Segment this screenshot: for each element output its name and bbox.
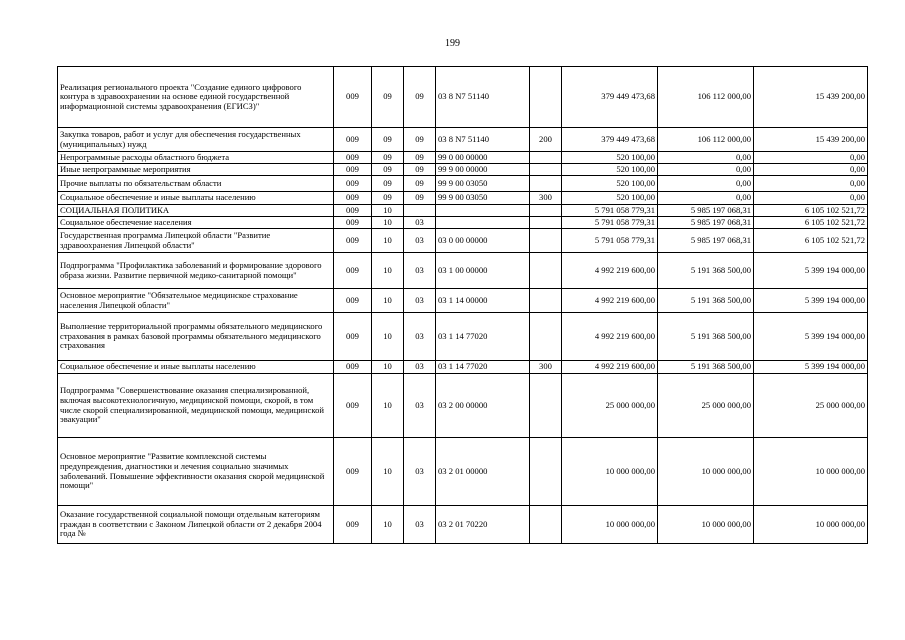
amount-year2-cell: 0,00 — [658, 176, 754, 192]
row-name-cell: Непрограммные расходы областного бюджета — [58, 152, 334, 164]
subsection-code-cell: 09 — [404, 192, 436, 205]
expense-type-cell — [530, 438, 562, 506]
target-article-cell: 03 2 01 70220 — [436, 506, 530, 544]
row-name-cell: Социальное обеспечение населения — [58, 217, 334, 229]
amount-year3-cell: 6 105 102 521,72 — [754, 229, 868, 253]
admin-code-cell: 009 — [334, 205, 372, 217]
amount-year1-cell: 25 000 000,00 — [562, 374, 658, 438]
subsection-code-cell: 03 — [404, 289, 436, 313]
expense-type-cell: 300 — [530, 192, 562, 205]
page-number: 199 — [445, 38, 460, 49]
amount-year1-cell: 10 000 000,00 — [562, 438, 658, 506]
admin-code-cell: 009 — [334, 176, 372, 192]
amount-year1-cell: 10 000 000,00 — [562, 506, 658, 544]
target-article-cell: 03 1 00 00000 — [436, 253, 530, 289]
amount-year2-cell: 25 000 000,00 — [658, 374, 754, 438]
row-name-cell: Реализация регионального проекта "Создание единого цифрового контура в здравоохранении на основе единой государственной информационной системы здравоохранения (ЕГИСЗ)" — [58, 67, 334, 128]
amount-year3-cell: 25 000 000,00 — [754, 374, 868, 438]
target-article-cell: 99 9 00 03050 — [436, 176, 530, 192]
amount-year1-cell: 520 100,00 — [562, 192, 658, 205]
section-code-cell: 09 — [372, 67, 404, 128]
target-article-cell: 99 9 00 00000 — [436, 164, 530, 176]
admin-code-cell: 009 — [334, 253, 372, 289]
row-name-cell: Социальное обеспечение и иные выплаты населению — [58, 361, 334, 374]
amount-year2-cell: 5 191 368 500,00 — [658, 361, 754, 374]
row-name-cell: Основное мероприятие "Развитие комплексной системы предупреждения, диагностики и лечения социально значимых заболеваний. Повышение эффективности оказания скорой медицинской помощи" — [58, 438, 334, 506]
row-name-cell: Подпрограмма "Профилактика заболеваний и формирование здорового образа жизни. Развитие первичной медико-санитарной помощи" — [58, 253, 334, 289]
amount-year3-cell: 6 105 102 521,72 — [754, 217, 868, 229]
admin-code-cell: 009 — [334, 67, 372, 128]
amount-year3-cell: 15 439 200,00 — [754, 67, 868, 128]
amount-year1-cell: 4 992 219 600,00 — [562, 313, 658, 361]
subsection-code-cell: 03 — [404, 506, 436, 544]
amount-year3-cell: 10 000 000,00 — [754, 438, 868, 506]
amount-year1-cell: 5 791 058 779,31 — [562, 217, 658, 229]
target-article-cell: 03 1 14 00000 — [436, 289, 530, 313]
expense-type-cell: 200 — [530, 128, 562, 152]
admin-code-cell: 009 — [334, 438, 372, 506]
target-article-cell: 03 1 14 77020 — [436, 313, 530, 361]
expense-type-cell — [530, 67, 562, 128]
expense-type-cell — [530, 176, 562, 192]
expense-type-cell — [530, 313, 562, 361]
table-row — [58, 289, 868, 313]
subsection-code-cell: 09 — [404, 164, 436, 176]
subsection-code-cell: 03 — [404, 361, 436, 374]
target-article-cell: 03 8 N7 51140 — [436, 128, 530, 152]
budget-table — [57, 66, 868, 544]
amount-year2-cell: 0,00 — [658, 164, 754, 176]
section-code-cell: 10 — [372, 205, 404, 217]
target-article-cell: 03 2 00 00000 — [436, 374, 530, 438]
amount-year2-cell: 5 985 197 068,31 — [658, 229, 754, 253]
row-name-cell: Оказание государственной социальной помощи отдельным категориям граждан в соответствии с Законом Липецкой области от 2 декабря 2004 года № — [58, 506, 334, 544]
expense-type-cell — [530, 374, 562, 438]
expense-type-cell — [530, 253, 562, 289]
amount-year2-cell: 0,00 — [658, 152, 754, 164]
admin-code-cell: 009 — [334, 313, 372, 361]
section-code-cell: 09 — [372, 164, 404, 176]
target-article-cell: 99 0 00 00000 — [436, 152, 530, 164]
amount-year1-cell: 520 100,00 — [562, 176, 658, 192]
admin-code-cell: 009 — [334, 217, 372, 229]
admin-code-cell: 009 — [334, 374, 372, 438]
expense-type-cell: 300 — [530, 361, 562, 374]
section-code-cell: 10 — [372, 313, 404, 361]
subsection-code-cell: 03 — [404, 374, 436, 438]
admin-code-cell: 009 — [334, 506, 372, 544]
amount-year1-cell: 520 100,00 — [562, 164, 658, 176]
subsection-code-cell: 03 — [404, 438, 436, 506]
subsection-code-cell: 09 — [404, 128, 436, 152]
target-article-cell: 03 0 00 00000 — [436, 229, 530, 253]
subsection-code-cell: 03 — [404, 253, 436, 289]
target-article-cell: 03 1 14 77020 — [436, 361, 530, 374]
section-code-cell: 10 — [372, 289, 404, 313]
amount-year3-cell: 0,00 — [754, 192, 868, 205]
table-row — [58, 313, 868, 361]
amount-year2-cell: 5 985 197 068,31 — [658, 205, 754, 217]
amount-year2-cell: 5 191 368 500,00 — [658, 253, 754, 289]
amount-year3-cell: 10 000 000,00 — [754, 506, 868, 544]
section-code-cell: 10 — [372, 217, 404, 229]
table-row — [58, 192, 868, 205]
row-name-cell: Подпрограмма "Совершенствование оказания специализированной, включая высокотехнологичную, медицинской помощи, скорой, в том числе скорой специализированной, медицинской помощи, медицинской эвакуации" — [58, 374, 334, 438]
admin-code-cell: 009 — [334, 361, 372, 374]
amount-year2-cell: 5 191 368 500,00 — [658, 289, 754, 313]
target-article-cell: 03 8 N7 51140 — [436, 67, 530, 128]
amount-year3-cell: 0,00 — [754, 164, 868, 176]
amount-year1-cell: 520 100,00 — [562, 152, 658, 164]
row-name-cell: Иные непрограммные мероприятия — [58, 164, 334, 176]
admin-code-cell: 009 — [334, 229, 372, 253]
amount-year2-cell: 0,00 — [658, 192, 754, 205]
amount-year1-cell: 5 791 058 779,31 — [562, 229, 658, 253]
section-code-cell: 10 — [372, 374, 404, 438]
table-row — [58, 438, 868, 506]
amount-year3-cell: 5 399 194 000,00 — [754, 361, 868, 374]
section-code-cell: 09 — [372, 152, 404, 164]
table-row — [58, 205, 868, 217]
amount-year1-cell: 4 992 219 600,00 — [562, 361, 658, 374]
admin-code-cell: 009 — [334, 128, 372, 152]
amount-year3-cell: 15 439 200,00 — [754, 128, 868, 152]
section-code-cell: 10 — [372, 438, 404, 506]
table-row — [58, 374, 868, 438]
amount-year2-cell: 5 985 197 068,31 — [658, 217, 754, 229]
row-name-cell: Выполнение территориальной программы обязательного медицинского страхования в рамках базовой программы обязательного медицинского страхования — [58, 313, 334, 361]
section-code-cell: 10 — [372, 361, 404, 374]
amount-year1-cell: 5 791 058 779,31 — [562, 205, 658, 217]
row-name-cell: Основное мероприятие "Обязательное медицинское страхование населения Липецкой области" — [58, 289, 334, 313]
amount-year1-cell: 4 992 219 600,00 — [562, 253, 658, 289]
section-code-cell: 09 — [372, 128, 404, 152]
target-article-cell: 03 2 01 00000 — [436, 438, 530, 506]
table-row — [58, 361, 868, 374]
amount-year1-cell: 379 449 473,68 — [562, 67, 658, 128]
subsection-code-cell: 09 — [404, 152, 436, 164]
subsection-code-cell: 03 — [404, 313, 436, 361]
table-row — [58, 217, 868, 229]
amount-year3-cell: 5 399 194 000,00 — [754, 253, 868, 289]
admin-code-cell: 009 — [334, 192, 372, 205]
amount-year3-cell: 0,00 — [754, 152, 868, 164]
amount-year2-cell: 106 112 000,00 — [658, 128, 754, 152]
expense-type-cell — [530, 229, 562, 253]
row-name-cell: Социальное обеспечение и иные выплаты населению — [58, 192, 334, 205]
subsection-code-cell: 03 — [404, 229, 436, 253]
amount-year2-cell: 10 000 000,00 — [658, 438, 754, 506]
admin-code-cell: 009 — [334, 164, 372, 176]
admin-code-cell: 009 — [334, 289, 372, 313]
subsection-code-cell: 09 — [404, 176, 436, 192]
amount-year2-cell: 5 191 368 500,00 — [658, 313, 754, 361]
subsection-code-cell: 09 — [404, 67, 436, 128]
expense-type-cell — [530, 217, 562, 229]
amount-year2-cell: 10 000 000,00 — [658, 506, 754, 544]
admin-code-cell: 009 — [334, 152, 372, 164]
table-row — [58, 152, 868, 164]
expense-type-cell — [530, 289, 562, 313]
section-code-cell: 10 — [372, 506, 404, 544]
row-name-cell: Прочие выплаты по обязательствам области — [58, 176, 334, 192]
subsection-code-cell — [404, 205, 436, 217]
target-article-cell — [436, 205, 530, 217]
amount-year3-cell: 0,00 — [754, 176, 868, 192]
amount-year1-cell: 379 449 473,68 — [562, 128, 658, 152]
table-row — [58, 176, 868, 192]
amount-year3-cell: 6 105 102 521,72 — [754, 205, 868, 217]
expense-type-cell — [530, 506, 562, 544]
amount-year2-cell: 106 112 000,00 — [658, 67, 754, 128]
table-row — [58, 506, 868, 544]
row-name-cell: СОЦИАЛЬНАЯ ПОЛИТИКА — [58, 205, 334, 217]
table-row — [58, 229, 868, 253]
amount-year3-cell: 5 399 194 000,00 — [754, 289, 868, 313]
table-row — [58, 253, 868, 289]
expense-type-cell — [530, 152, 562, 164]
table-row — [58, 128, 868, 152]
target-article-cell — [436, 217, 530, 229]
amount-year1-cell: 4 992 219 600,00 — [562, 289, 658, 313]
expense-type-cell — [530, 164, 562, 176]
section-code-cell: 10 — [372, 229, 404, 253]
section-code-cell: 09 — [372, 176, 404, 192]
table-row — [58, 164, 868, 176]
expense-type-cell — [530, 205, 562, 217]
row-name-cell: Закупка товаров, работ и услуг для обеспечения государственных (муниципальных) нужд — [58, 128, 334, 152]
subsection-code-cell: 03 — [404, 217, 436, 229]
target-article-cell: 99 9 00 03050 — [436, 192, 530, 205]
section-code-cell: 09 — [372, 192, 404, 205]
section-code-cell: 10 — [372, 253, 404, 289]
row-name-cell: Государственная программа Липецкой области "Развитие здравоохранения Липецкой области" — [58, 229, 334, 253]
table-row — [58, 67, 868, 128]
amount-year3-cell: 5 399 194 000,00 — [754, 313, 868, 361]
